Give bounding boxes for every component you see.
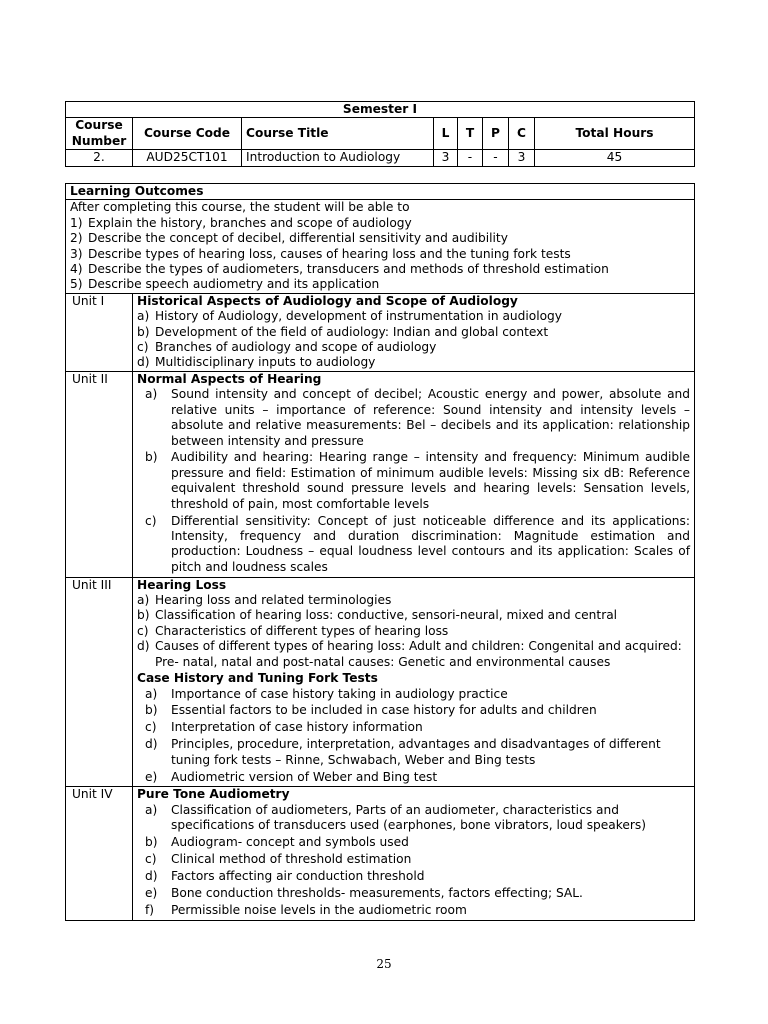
course-l: 3 (434, 150, 458, 166)
list-item-text: History of Audiology, development of instrumentation in audiology (155, 309, 563, 324)
learning-outcomes-list (70, 216, 690, 293)
course-total-hours: 45 (535, 150, 695, 166)
course-p: - (483, 150, 509, 166)
unit-item-list (137, 803, 690, 918)
list-item (137, 852, 690, 867)
unit-title: Normal Aspects of Hearing (137, 371, 322, 386)
list-item-text: Essential factors to be included in case history for adults and children (171, 703, 597, 718)
course-code: AUD25CT101 (133, 150, 242, 166)
list-item-text: Differential sensitivity: Concept of just noticeable difference and its applications: Intensity, frequency and duration discrimination: Magnitude estimation and production: Loudness – equal loudness level contours and its application: Scales of pitch and loudness scales (171, 513, 690, 574)
list-item-text: Classification of audiometers, Parts of an audiometer, characteristics and specifications of transducers used (earphones, bone vibrators, loud speakers) (171, 802, 646, 833)
list-item-marker: d) (137, 639, 150, 654)
list-item-text: Describe types of hearing loss, causes of hearing loss and the tuning fork tests (88, 246, 571, 261)
header-t: T (458, 118, 483, 150)
list-item-marker: a) (137, 593, 150, 608)
list-item (137, 608, 690, 623)
list-item-text: Branches of audiology and scope of audiology (155, 340, 437, 355)
list-item (137, 514, 690, 576)
list-item-marker: b) (137, 324, 150, 339)
list-item-text: Describe the concept of decibel, differential sensitivity and audibility (88, 231, 508, 246)
unit-title: Hearing Loss (137, 577, 227, 592)
list-item-text: Permissible noise levels in the audiometric room (171, 902, 467, 917)
unit-row-4 (66, 787, 695, 920)
unit-title: Pure Tone Audiometry (137, 787, 290, 802)
list-item-text: Multidisciplinary inputs to audiology (155, 355, 376, 370)
list-item-text: Sound intensity and concept of decibel; Acoustic energy and power, absolute and relative units – importance of reference: Sound intensity and intensity levels – absolute and relative measurements: Bel – decibels and its application: relationship between intensity and pressure (171, 387, 690, 448)
list-item-text: Audibility and hearing: Hearing range – intensity and frequency: Minimum audible pressure and field: Estimation of minimum audible levels: Missing six dB: Reference equivalent threshold sound pressure levels and hearing levels: Sensation levels, threshold of pain, most comfortable levels (171, 450, 690, 511)
list-item-text: Describe the types of audiometers, transducers and methods of threshold estimation (88, 262, 609, 277)
list-item-marker: d) (145, 868, 158, 883)
list-item-marker: b) (145, 450, 158, 465)
list-item (70, 277, 690, 292)
unit-label: Unit IV (66, 787, 133, 920)
list-item-marker: 4) (70, 262, 83, 277)
course-header-row (66, 118, 695, 150)
unit-title: Historical Aspects of Audiology and Scope of Audiology (137, 293, 518, 308)
header-p: P (483, 118, 509, 150)
unit-label: Unit II (66, 371, 133, 577)
list-item-marker: a) (145, 686, 158, 701)
list-item-marker: 2) (70, 231, 83, 246)
page-number: 25 (376, 957, 392, 971)
list-item-text: Interpretation of case history information (171, 720, 423, 735)
course-title: Introduction to Audiology (242, 150, 434, 166)
course-table (65, 101, 695, 167)
list-item-text: Factors affecting air conduction threshold (171, 868, 425, 883)
list-item-text: Importance of case history taking in audiology practice (171, 686, 508, 701)
syllabus-table (65, 183, 695, 921)
list-item (70, 262, 690, 277)
list-item-text: Hearing loss and related terminologies (155, 593, 392, 608)
course-c: 3 (509, 150, 535, 166)
list-item (137, 869, 690, 884)
list-item (70, 231, 690, 246)
list-item (137, 325, 690, 340)
list-item (137, 593, 690, 608)
unit-item-list (137, 687, 690, 785)
header-course-title: Course Title (242, 118, 434, 150)
list-item-text: Principles, procedure, interpretation, advantages and disadvantages of different tuning fork tests – Rinne, Schwabach, Weber and Bing tests (171, 737, 661, 767)
list-item (137, 703, 690, 718)
list-item (137, 835, 690, 850)
list-item-text: Audiogram- concept and symbols used (171, 835, 409, 850)
semester-title: Semester I (66, 102, 695, 118)
header-total-hours: Total Hours (535, 118, 695, 150)
list-item-text: Clinical method of threshold estimation (171, 852, 412, 867)
unit-row-3 (66, 577, 695, 787)
list-item (70, 247, 690, 262)
list-item (137, 639, 690, 670)
learning-outcomes-title: Learning Outcomes (66, 184, 695, 200)
learning-outcomes-cell (66, 200, 695, 293)
list-item (137, 886, 690, 901)
list-item-marker: b) (145, 835, 158, 850)
header-l: L (434, 118, 458, 150)
list-item-marker: c) (145, 513, 157, 528)
unit-item-list (137, 593, 690, 670)
list-item (137, 387, 690, 449)
list-item-text: Characteristics of different types of hearing loss (155, 623, 449, 638)
unit-subtitle: Case History and Tuning Fork Tests (137, 671, 378, 686)
list-item (137, 340, 690, 355)
list-item-marker: d) (145, 737, 158, 752)
unit-row-2 (66, 371, 695, 577)
list-item (137, 450, 690, 512)
list-item-text: Classification of hearing loss: conductive, sensori-neural, mixed and central (155, 608, 618, 623)
list-item-marker: c) (145, 720, 157, 735)
list-item-text: Bone conduction thresholds- measurements, factors effecting; SAL. (171, 885, 583, 900)
list-item (137, 803, 690, 834)
unit-row-1 (66, 293, 695, 371)
list-item-marker: 1) (70, 215, 83, 230)
list-item (137, 903, 690, 918)
course-row (66, 150, 695, 166)
list-item-marker: c) (145, 852, 157, 867)
list-item-text: Causes of different types of hearing loss: Adult and children: Congenital and acquired: Pre- natal, natal and post-natal causes: Genetic and environmental causes (155, 639, 682, 669)
list-item-marker: b) (137, 608, 150, 623)
list-item-marker: a) (145, 802, 158, 817)
list-item-marker: c) (137, 623, 149, 638)
list-item (137, 624, 690, 639)
list-item (137, 309, 690, 324)
list-item (137, 737, 690, 768)
list-item (137, 720, 690, 735)
list-item-text: Development of the field of audiology: Indian and global context (155, 324, 549, 339)
list-item (137, 687, 690, 702)
list-item-marker: 5) (70, 277, 83, 292)
list-item (137, 355, 690, 370)
list-item-text: Describe speech audiometry and its application (88, 277, 380, 292)
unit-label: Unit I (66, 293, 133, 371)
learning-outcomes-intro: After completing this course, the student will be able to (70, 200, 410, 215)
course-number: 2. (66, 150, 133, 166)
course-t: - (458, 150, 483, 166)
list-item-marker: c) (137, 340, 149, 355)
list-item-text: Audiometric version of Weber and Bing test (171, 769, 438, 784)
header-course-code: Course Code (133, 118, 242, 150)
list-item-marker: b) (145, 703, 158, 718)
list-item (137, 770, 690, 785)
list-item-marker: a) (137, 309, 150, 324)
list-item (70, 216, 690, 231)
list-item-marker: d) (137, 355, 150, 370)
unit-item-list (137, 387, 690, 575)
header-course-number: Course Number (66, 118, 133, 150)
header-c: C (509, 118, 535, 150)
list-item-marker: f) (145, 902, 155, 917)
list-item-marker: a) (145, 387, 158, 402)
unit-item-list (137, 309, 690, 371)
list-item-marker: e) (145, 885, 158, 900)
list-item-marker: e) (145, 769, 158, 784)
unit-label: Unit III (66, 577, 133, 787)
list-item-text: Explain the history, branches and scope of audiology (88, 215, 412, 230)
list-item-marker: 3) (70, 246, 83, 261)
